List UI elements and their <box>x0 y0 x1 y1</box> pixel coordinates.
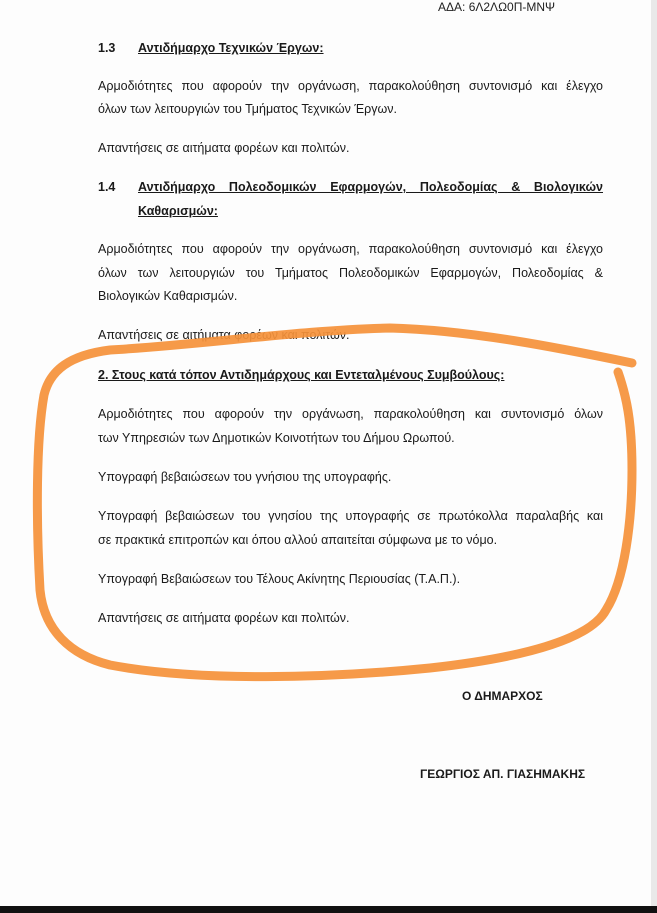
paragraph-line: όλων των λειτουργιών του Τμήματος Τεχνικών Έργων. <box>98 102 397 116</box>
section-number: 1.4 <box>98 180 116 194</box>
page-edge <box>651 0 657 906</box>
section-title: Αντιδήμαρχο Τεχνικών Έργων: <box>138 41 324 55</box>
ada-code: ΑΔΑ: 6Λ2ΛΩ0Π-ΜΝΨ <box>438 0 556 14</box>
paragraph-line: Βιολογικών Καθαρισμών. <box>98 289 238 303</box>
section-title-line-2: Καθαρισμών: <box>138 204 218 218</box>
bottom-border <box>0 906 657 913</box>
section-title: Αντιδήμαρχο Πολεοδομικών Εφαρμογών, Πολεοδομίας & Βιολογικών <box>138 180 603 194</box>
paragraph-line: Αρμοδιότητες που αφορούν την οργάνωση, παρακολούθηση και συντονισμό όλων <box>98 407 603 421</box>
paragraph: Υπογραφή βεβαιώσεων του γνήσιου της υπογραφής. <box>98 470 392 484</box>
paragraph-line: όλων των λειτουργιών του Τμήματος Πολεοδομικών Εφαρμογών, Πολεοδομίας & <box>98 266 603 280</box>
highlight-loop <box>37 328 632 677</box>
paragraph-line: Υπογραφή βεβαιώσεων του γνησίου της υπογραφής σε πρωτόκολλα παραλαβής και <box>98 509 603 523</box>
paragraph: Απαντήσεις σε αιτήματα φορέων και πολιτών. <box>98 141 350 155</box>
paragraph-line: Αρμοδιότητες που αφορούν την οργάνωση, παρακολούθηση συντονισμό και έλεγχο <box>98 242 603 256</box>
paragraph-line: σε πρακτικά επιτροπών και όπου αλλού απαιτείται σύμφωνα με το νόμο. <box>98 533 498 547</box>
section-number: 1.3 <box>98 41 116 55</box>
section-title: 2. Στους κατά τόπον Αντιδημάρχους και Εντεταλμένους Συμβούλους: <box>98 368 505 382</box>
signatory-name: ΓΕΩΡΓΙΟΣ ΑΠ. ΓΙΑΣΗΜΑΚΗΣ <box>420 767 586 781</box>
signatory-role: Ο ΔΗΜΑΡΧΟΣ <box>462 689 543 703</box>
paragraph: Υπογραφή Βεβαιώσεων του Τέλους Ακίνητης Περιουσίας (Τ.Α.Π.). <box>98 572 461 586</box>
paragraph-line: Αρμοδιότητες που αφορούν την οργάνωση, παρακολούθηση συντονισμό και έλεγχο <box>98 79 603 93</box>
paragraph: Απαντήσεις σε αιτήματα φορέων και πολιτών. <box>98 611 350 625</box>
paragraph-line: των Υπηρεσιών των Δημοτικών Κοινοτήτων του Δήμου Ωρωπού. <box>98 431 455 445</box>
paragraph: Απαντήσεις σε αιτήματα φορέων και πολιτών. <box>98 328 350 342</box>
